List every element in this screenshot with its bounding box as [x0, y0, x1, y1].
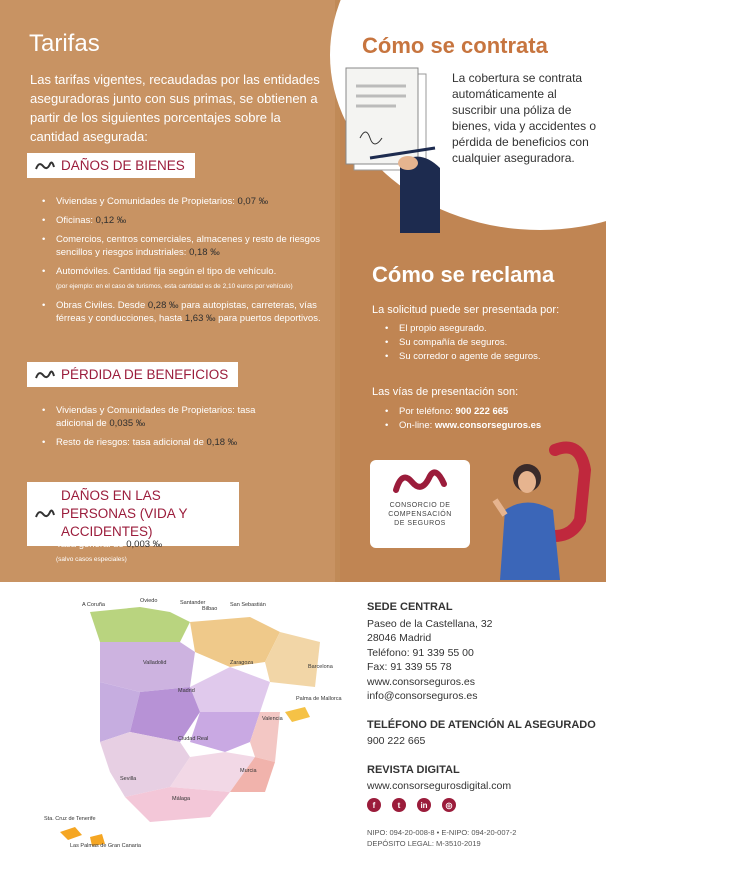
danos-bienes-list: [42, 195, 332, 331]
list-item: • Comercios, centros comerciales, almacenes y resto de riesgos sencillos y riesgos industriales: 0,18 ‰: [42, 233, 332, 259]
map-label: Murcia: [240, 768, 257, 774]
reclama-list: [385, 322, 541, 364]
spain-regions-map: [30, 592, 342, 862]
list-item: • Obras Civiles. Desde 0,28 ‰ para autopistas, carreteras, vías férreas y conducciones, hasta 1,63 ‰ para puertos deportivos.: [42, 299, 332, 325]
phone-agent-illustration: [485, 440, 600, 580]
legal-info: [367, 827, 516, 849]
sede-phone: Teléfono: 91 339 55 00: [367, 646, 474, 659]
list-item: • El propio asegurado.: [385, 322, 541, 336]
map-label: A Coruña: [82, 602, 105, 608]
revista-heading: REVISTA DIGITAL: [367, 763, 460, 776]
list-item: • Resto de riesgos: tasa adicional de 0,18 ‰: [42, 436, 272, 449]
list-item: • Su corredor o agente de seguros.: [385, 350, 541, 364]
revista-link[interactable]: www.consorsegurosdigital.com: [367, 780, 512, 792]
map-label: Valladolid: [143, 660, 167, 666]
map-label: Zaragoza: [230, 660, 254, 666]
instagram-icon[interactable]: ◎: [442, 798, 456, 812]
danos-bienes-heading: DAÑOS DE BIENES: [61, 158, 185, 173]
facebook-icon[interactable]: f: [367, 798, 381, 812]
map-label: Barcelona: [308, 664, 333, 670]
consorcio-logo-icon: [392, 466, 448, 496]
contrata-title: Cómo se contrata: [362, 33, 548, 58]
list-item: • Viviendas y Comunidades de Propietarios: 0,07 ‰: [42, 195, 332, 208]
map-label: Bilbao: [202, 606, 218, 612]
list-item: • On-line: www.consorseguros.es: [385, 419, 541, 433]
map-label: Ciudad Real: [178, 736, 209, 742]
sede-email-link[interactable]: info@consorseguros.es: [367, 690, 478, 702]
map-label: Palma de Mallorca: [296, 696, 342, 702]
list-item: • Su compañía de seguros.: [385, 336, 541, 350]
list-item: • Tasa general de 0,003 ‰ (salvo casos especiales): [42, 538, 272, 566]
consorcio-logo-icon: [35, 161, 55, 171]
sede-fax: Fax: 91 339 55 78: [367, 661, 452, 673]
list-item: • Oficinas: 0,12 ‰: [42, 214, 332, 227]
list-item: • Viviendas y Comunidades de Propietarios: tasa adicional de 0,035 ‰: [42, 404, 272, 430]
tarifas-title: Tarifas: [29, 30, 100, 57]
social-links: [367, 798, 456, 812]
tarifas-intro: Las tarifas vigentes, recaudadas por las entidades aseguradoras junto con sus primas, se obtienen a partir de los siguientes porcentajes sobre la cantidad asegurada:: [30, 72, 320, 144]
map-label: Madrid: [178, 688, 195, 694]
contact-block: [367, 600, 596, 794]
deposito-legal: DEPÓSITO LEGAL: M-3510-2019: [367, 839, 481, 848]
consorcio-logo-icon: [35, 509, 55, 519]
website-link[interactable]: www.consorseguros.es: [434, 420, 542, 431]
personas-heading: DAÑOS EN LAS PERSONAS (VIDA Y ACCIDENTES): [61, 488, 188, 539]
perdida-list: [42, 404, 272, 455]
map-label: Oviedo: [140, 598, 158, 604]
vias-list: [385, 405, 541, 433]
twitter-icon[interactable]: t: [392, 798, 406, 812]
reclama-solicitud: La solicitud puede ser presentada por:: [372, 304, 560, 316]
map-label: Sevilla: [120, 776, 137, 782]
danos-bienes-banner: [27, 153, 195, 178]
linkedin-icon[interactable]: in: [417, 798, 431, 812]
map-label: Las Palmas de Gran Canaria: [70, 843, 141, 849]
tel-heading: TELÉFONO DE ATENCIÓN AL ASEGURADO: [367, 718, 596, 731]
map-label: Valencia: [262, 716, 283, 722]
map-label: Santander: [180, 600, 206, 606]
sede-website-link[interactable]: www.consorseguros.es: [367, 675, 475, 688]
tel-value: 900 222 665: [367, 735, 426, 747]
sede-postcode: 28046 Madrid: [367, 632, 432, 644]
list-item: • Por teléfono: 900 222 665: [385, 405, 541, 419]
sede-address: Paseo de la Castellana, 32: [367, 617, 493, 630]
map-label: Málaga: [172, 796, 191, 802]
reclama-title: Cómo se reclama: [372, 262, 555, 287]
list-item: • Automóviles. Cantidad fija según el tipo de vehículo. (por ejemplo: en el caso de turismos, esta cantidad es de 2,10 euros por vehículo): [42, 265, 332, 293]
consorcio-logo-icon: [35, 370, 55, 380]
personas-list: [42, 538, 272, 572]
signing-document-illustration: [340, 68, 450, 233]
reclama-vias: Las vías de presentación son:: [372, 386, 519, 398]
consorcio-logo: CONSORCIO DE COMPENSACIÓN DE SEGUROS: [370, 460, 470, 548]
sede-heading: SEDE CENTRAL: [367, 601, 453, 613]
perdida-banner: [27, 362, 238, 387]
personas-banner: [27, 482, 239, 546]
contrata-text: La cobertura se contrata automáticamente al suscribir una póliza de bienes, vida y accidentes o pérdida de beneficios con cualquier aseguradora.: [452, 71, 597, 165]
map-label: San Sebastián: [230, 602, 266, 608]
perdida-heading: PÉRDIDA DE BENEFICIOS: [61, 367, 229, 382]
phone-link[interactable]: 900 222 665: [455, 406, 509, 417]
map-label: Sta. Cruz de Tenerife: [44, 816, 96, 822]
nipo-text: NIPO: 094-20-008-8 • E-NIPO: 094-20-007-2: [367, 828, 517, 837]
